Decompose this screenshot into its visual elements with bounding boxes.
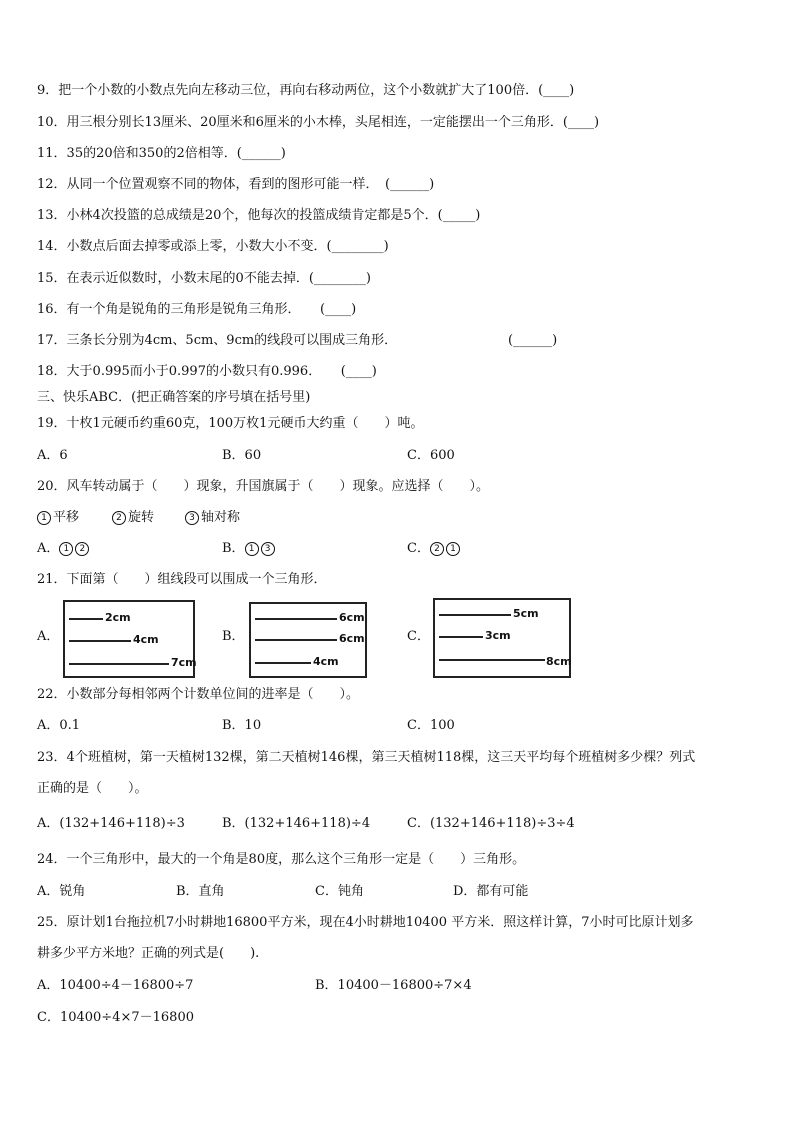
q25-option-c: C．10400÷4×7－16800 [37, 1010, 194, 1025]
circled-number-icon: 1 [59, 542, 73, 556]
segment-length-label: 5cm [513, 607, 539, 620]
circled-number-icon: 1 [245, 542, 259, 556]
q22-option-b: B．10 [222, 718, 262, 733]
question-15: 15．在表示近似数时，小数末尾的0不能去掉．(________) [37, 271, 371, 286]
q20-item-3: 3 轴对称 [185, 509, 240, 527]
question-18: 18．大于0.995而小于0.997的小数只有0.996． (____) [37, 364, 377, 379]
q21-group-b-label: B． [222, 629, 245, 644]
question-10: 10．用三根分别长13厘米、20厘米和6厘米的小木棒，头尾相连，一定能摆出一个三角形．(____) [37, 115, 600, 130]
question-23-line-2: 正确的是（ ）。 [37, 781, 148, 796]
segment-length-label: 4cm [313, 655, 339, 668]
q19-option-a: A．6 [37, 448, 68, 463]
q22-option-a: A．0.1 [37, 718, 81, 733]
question-14: 14．小数点后面去掉零或添上零，小数大小不变．(________) [37, 239, 389, 254]
q21-group-a-label: A． [37, 629, 60, 644]
q25-option-a: A．10400÷4－16800÷7 [37, 978, 194, 993]
q20-option-a: A． 1 2 [37, 540, 91, 558]
segment-length-label: 8cm [546, 655, 572, 668]
q24-option-d: D．都有可能 [453, 884, 529, 899]
question-23-line-1: 23．4个班植树，第一天植树132棵，第二天植树146棵，第三天植树118棵，这三天平均每个班植树多少棵？列式 [37, 750, 696, 765]
question-9: 9．把一个小数的小数点先向左移动三位，再向右移动两位，这个小数就扩大了100倍．(____) [37, 83, 575, 98]
q19-option-c: C．600 [407, 448, 455, 463]
q23-option-b: B．(132+146+118)÷4 [222, 816, 371, 831]
segment-length-label: 2cm [105, 611, 131, 624]
q21-group-c-figure [433, 598, 571, 678]
circled-number-icon: 3 [185, 511, 199, 525]
q20-item-1: 1 平移 [37, 509, 79, 527]
circled-number-icon: 2 [112, 511, 126, 525]
segment-line [69, 663, 169, 665]
q24-option-b: B．直角 [176, 884, 225, 899]
question-16: 16．有一个角是锐角的三角形是锐角三角形． (____) [37, 302, 357, 317]
segment-length-label: 3cm [485, 629, 511, 642]
question-21: 21．下面第（ ）组线段可以围成一个三角形． [37, 572, 327, 587]
segment-length-label: 4cm [133, 633, 159, 646]
segment-length-label: 6cm [339, 611, 365, 624]
circled-number-icon: 2 [430, 542, 444, 556]
question-19: 19．十枚1元硬币约重60克，100万枚1元硬币大约重（ ）吨。 [37, 416, 424, 431]
question-20: 20．风车转动属于（ ）现象，升国旗属于（ ）现象。应选择（ ）。 [37, 479, 490, 494]
q21-group-a-figure [63, 600, 195, 678]
segment-line [255, 639, 337, 641]
q21-group-c-label: C． [407, 629, 430, 644]
segment-line [69, 640, 131, 642]
q21-group-b-figure [249, 602, 367, 678]
segment-line [255, 662, 311, 664]
circled-number-icon: 2 [75, 542, 89, 556]
circled-number-icon: 3 [261, 542, 275, 556]
segment-length-label: 7cm [171, 656, 197, 669]
question-11: 11．35的20倍和350的2倍相等．(______) [37, 146, 286, 161]
q23-option-c: C．(132+146+118)÷3÷4 [407, 816, 575, 831]
question-17: 17．三条长分别为4cm、5cm、9cm的线段可以围成三角形． [37, 333, 398, 348]
segment-line [69, 618, 103, 620]
q25-option-b: B．10400－16800÷7×4 [315, 978, 472, 993]
q20-option-b: B． 1 3 [222, 540, 277, 558]
q24-option-a: A．锐角 [37, 884, 86, 899]
q19-option-b: B．60 [222, 448, 262, 463]
segment-line [439, 659, 545, 661]
question-13: 13．小林4次投篮的总成绩是20个，他每次的投篮成绩肯定都是5个．(_____) [37, 208, 481, 223]
question-17-blank: (______) [508, 333, 558, 348]
q24-option-c: C．钝角 [315, 884, 364, 899]
section-3-heading: 三、快乐ABC．(把正确答案的序号填在括号里) [37, 390, 311, 405]
question-25-line-2: 耕多少平方米地？正确的列式是( ). [37, 946, 260, 961]
segment-line [255, 618, 337, 620]
q22-option-c: C．100 [407, 718, 455, 733]
segment-line [439, 636, 483, 638]
q23-option-a: A．(132+146+118)÷3 [37, 816, 185, 831]
circled-number-icon: 1 [446, 542, 460, 556]
segment-line [439, 614, 511, 616]
question-12: 12．从同一个位置观察不同的物体，看到的图形可能一样． (______) [37, 177, 435, 192]
question-25-line-1: 25．原计划1台拖拉机7小时耕地16800平方米，现在4小时耕地10400 平方米．照这样计算，7小时可比原计划多 [37, 915, 694, 930]
q20-item-2: 2 旋转 [112, 509, 154, 527]
circled-number-icon: 1 [37, 511, 51, 525]
question-22: 22．小数部分每相邻两个计数单位间的进率是（ ）。 [37, 687, 360, 702]
q20-option-c: C． 2 1 [407, 540, 462, 558]
segment-length-label: 6cm [339, 632, 365, 645]
question-24: 24．一个三角形中，最大的一个角是80度，那么这个三角形一定是（ ）三角形。 [37, 852, 526, 867]
